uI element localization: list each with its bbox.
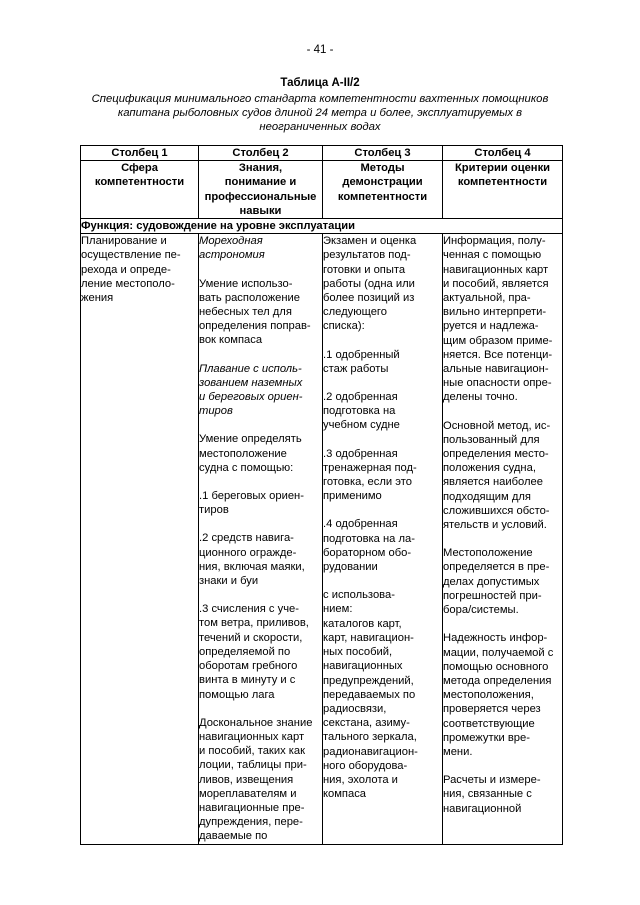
cell-line: лоции, таблицы при- <box>199 759 307 772</box>
cell-line: осуществление пе- <box>81 249 181 262</box>
cell-line: Расчеты и измере- <box>443 774 541 787</box>
cell-line: следующего <box>323 306 387 319</box>
cell-line: погрешностей при- <box>443 589 542 602</box>
cell-line: каталогов карт, <box>323 617 402 630</box>
cell-line: .1 одобренный <box>323 348 400 361</box>
cell-line: применимо <box>323 490 382 503</box>
cell-line: с использова- <box>323 589 395 602</box>
cell-line: щим образом приме- <box>443 334 553 347</box>
page-number: - 41 - <box>306 44 334 56</box>
cell-line: положения судна, <box>443 462 536 475</box>
header-line: демонстрации <box>342 176 423 189</box>
cell-line: определяемой по <box>199 645 291 658</box>
cell-line: астрономия <box>199 249 265 262</box>
cell-line: ционного огражде- <box>199 546 297 559</box>
col4-cell <box>443 234 563 844</box>
cell-line: ченная с помощью <box>443 249 542 262</box>
cell-line: тиров <box>199 405 233 418</box>
cell-line: сложившихся обсто- <box>443 504 550 517</box>
cell-line: проверяется через <box>443 703 541 716</box>
cell-line: альные навигацион- <box>443 363 549 376</box>
cell-line: том ветра, приливов, <box>199 617 309 630</box>
cell-line: списка): <box>323 320 365 333</box>
cell-line: помощью лага <box>199 688 275 701</box>
function-row <box>81 219 563 234</box>
col2-cell <box>199 234 323 844</box>
cell-line: Плавание с исполь- <box>199 362 302 375</box>
cell-line: ного оборудова- <box>323 759 408 772</box>
cell-line: определяется в пре- <box>443 561 550 574</box>
header-line: Методы <box>360 162 405 175</box>
subtitle-line: Спецификация минимального стандарта компетентности вахтенных помощников <box>91 93 549 105</box>
cell-line: соответствующие <box>443 717 535 730</box>
cell-line: и пособий, является <box>443 277 549 290</box>
header-line: навыки <box>239 204 282 217</box>
header-knowledge <box>199 161 323 219</box>
cell-line: Основной метод, ис- <box>443 419 551 432</box>
cell-line: Мореходная <box>199 235 263 248</box>
cell-line: пользованный для <box>443 433 540 446</box>
cell-line: актуальной, пра- <box>443 292 531 305</box>
cell-line: рехода и опреде- <box>81 263 171 276</box>
header-line: понимание и <box>224 176 297 189</box>
cell-line: стаж работы <box>323 362 389 375</box>
cell-line: Местоположение <box>443 547 533 560</box>
cell-line: навигационных карт <box>199 730 305 743</box>
cell-line: рудовании <box>323 561 378 574</box>
cell-line: готовка, если это <box>323 476 412 489</box>
cell-line: .3 одобренная <box>323 447 398 460</box>
table-title: Таблица A-II/2 <box>280 77 360 89</box>
column-label: Столбец 1 <box>81 146 199 161</box>
table-subtitle <box>90 92 550 134</box>
header-criteria <box>443 161 563 219</box>
cell-line: .4 одобренная <box>323 518 398 531</box>
cell-line: навигационных карт <box>443 263 549 276</box>
cell-line: мореплавателям и <box>199 787 297 800</box>
cell-line: местоположение <box>199 447 287 460</box>
cell-line: определения место- <box>443 448 549 461</box>
cell-line: промежутки вре- <box>443 731 530 744</box>
cell-line: Информация, полу- <box>443 235 546 248</box>
cell-line: предупреждений, <box>323 674 414 687</box>
header-line: Знания, <box>238 162 283 175</box>
cell-line: учебном судне <box>323 419 400 432</box>
cell-line: мени. <box>443 745 473 758</box>
cell-line: навигационные пре- <box>199 801 305 814</box>
competence-table <box>80 145 563 845</box>
cell-line: Надежность инфор- <box>443 632 548 645</box>
cell-line: компаса <box>323 788 367 801</box>
cell-line: секстана, азиму- <box>323 717 410 730</box>
cell-line: небесных тел для <box>199 306 292 319</box>
cell-line: нием: <box>323 603 353 616</box>
cell-line: передаваемых по <box>323 688 416 701</box>
cell-line: подготовка на <box>323 405 396 418</box>
cell-line: руется и надлежа- <box>443 320 539 333</box>
cell-line: мации, получаемой с <box>443 646 554 659</box>
cell-line: Умение определять <box>199 433 302 446</box>
header-line: компетентности <box>457 176 548 189</box>
cell-line: .2 средств навига- <box>199 532 294 545</box>
cell-line: ление местополо- <box>81 277 175 290</box>
cell-line: дупреждения, пере- <box>199 816 303 829</box>
column-label: Столбец 3 <box>323 146 443 161</box>
cell-line: .3 счисления с уче- <box>199 603 299 616</box>
column-label: Столбец 4 <box>443 146 563 161</box>
cell-line: тального зеркала, <box>323 731 417 744</box>
cell-line: жения <box>81 292 114 305</box>
cell-line: Доскональное знание <box>199 716 313 729</box>
cell-line: судна с помощью: <box>199 461 294 474</box>
subtitle-line: неограниченных водах <box>259 121 381 133</box>
cell-line: .1 береговых ориен- <box>199 490 304 503</box>
header-line: Критерии оценки <box>454 162 551 175</box>
cell-line: подготовка на ла- <box>323 532 415 545</box>
cell-line: и пособий, таких как <box>199 745 306 758</box>
column-header-row <box>81 161 563 219</box>
cell-line: даваемые по <box>199 830 268 843</box>
cell-line: знаки и буи <box>199 575 259 588</box>
cell-line: вильно интерпрети- <box>443 306 547 319</box>
header-methods <box>323 161 443 219</box>
col1-cell <box>81 234 199 844</box>
cell-line: определения поправ- <box>199 320 311 333</box>
cell-line: вок компаса <box>199 334 263 347</box>
col3-cell <box>323 234 443 844</box>
cell-line: Экзамен и оценка <box>323 235 417 248</box>
cell-line: бораторном обо- <box>323 546 412 559</box>
header-line: компетентности <box>94 176 185 189</box>
cell-line: делах допустимых <box>443 575 540 588</box>
cell-line: ния, включая маяки, <box>199 560 305 573</box>
header-line: Сфера <box>121 162 158 175</box>
cell-line: ливов, извещения <box>199 773 294 786</box>
cell-line: ния, эхолота и <box>323 773 398 786</box>
cell-line: вать расположение <box>199 291 301 304</box>
function-title: Функция: судовождение на уровне эксплуатации <box>81 219 563 234</box>
cell-line: делены точно. <box>443 391 518 404</box>
cell-line: течений и скорости, <box>199 631 303 644</box>
cell-line: тиров <box>199 504 229 517</box>
cell-line: готовки и опыта <box>323 263 406 276</box>
cell-line: местоположения, <box>443 689 534 702</box>
cell-line: ных пособий, <box>323 646 393 659</box>
content-row <box>81 234 563 844</box>
cell-line: радионавигацион- <box>323 745 418 758</box>
cell-line: помощью основного <box>443 660 549 673</box>
subtitle-line: капитана рыболовных судов длиной 24 метра и более, эксплуатируемых в <box>117 107 523 119</box>
cell-line: ные опасности опре- <box>443 377 552 390</box>
cell-line: няется. Все потенци- <box>443 348 553 361</box>
cell-line: .2 одобренная <box>323 391 398 404</box>
cell-line: ния, связанные с <box>443 788 532 801</box>
cell-line: и береговых ориен- <box>199 391 303 404</box>
column-number-row <box>81 146 563 161</box>
header-competence <box>81 161 199 219</box>
column-label: Столбец 2 <box>199 146 323 161</box>
cell-line: зованием наземных <box>199 376 303 389</box>
cell-line: радиосвязи, <box>323 702 387 715</box>
cell-line: ятельств и условий. <box>443 519 547 532</box>
header-line: профессиональные <box>204 190 317 203</box>
cell-line: винта в минуту и с <box>199 674 296 687</box>
cell-line: результатов под- <box>323 249 411 262</box>
cell-line: оборотам гребного <box>199 660 298 673</box>
cell-line: подходящим для <box>443 490 531 503</box>
cell-line: навигационных <box>323 660 403 673</box>
cell-line: является наиболее <box>443 476 543 489</box>
cell-line: карт, навигацион- <box>323 631 414 644</box>
cell-line: Умение использо- <box>199 277 293 290</box>
cell-line: метода определения <box>443 674 552 687</box>
cell-line: Планирование и <box>81 235 167 248</box>
cell-line: навигационной <box>443 802 522 815</box>
cell-line: бора/системы. <box>443 604 519 617</box>
cell-line: работы (одна или <box>323 277 415 290</box>
header-line: компетентности <box>337 190 428 203</box>
cell-line: более позиций из <box>323 292 415 305</box>
cell-line: тренажерная под- <box>323 461 417 474</box>
